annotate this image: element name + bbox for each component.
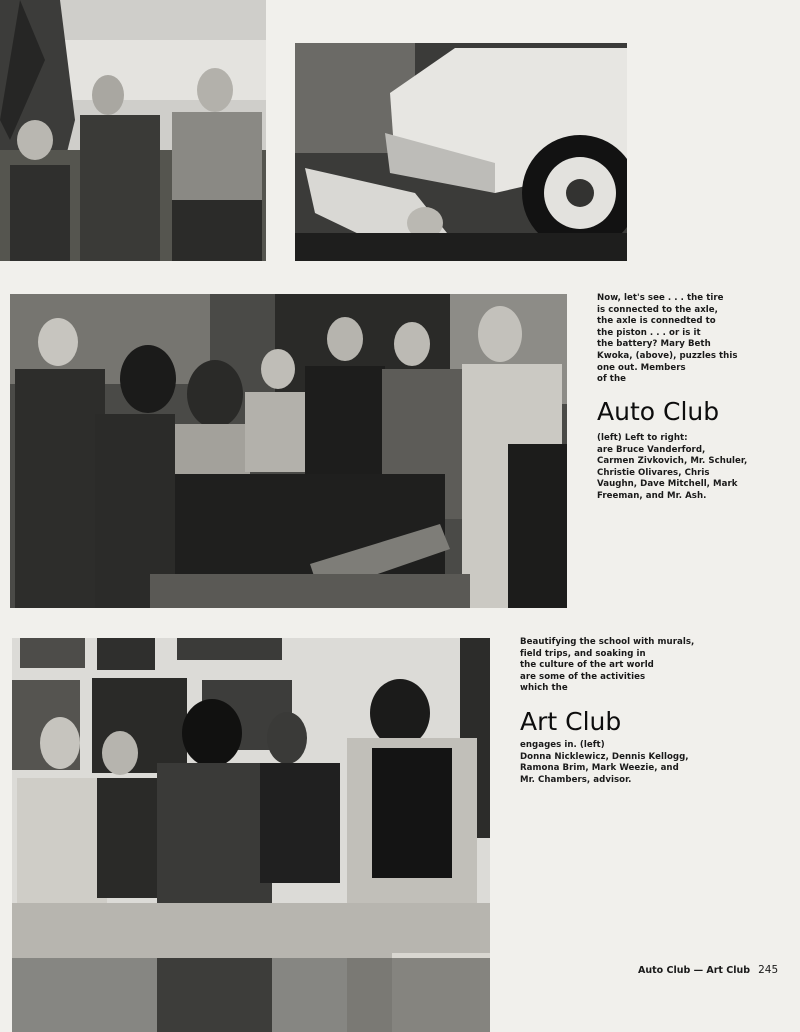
caption-line: are Bruce Vanderford,: [597, 444, 706, 455]
caption-line: Donna Nicklewicz, Dennis Kellogg,: [520, 751, 689, 762]
caption-line: Christie Olivares, Chris: [597, 467, 710, 478]
art-club-members-caption: [520, 740, 795, 786]
caption-line: of the: [597, 374, 626, 385]
caption-line: Now, let's see . . . the tire: [597, 293, 724, 303]
caption-line: Beautifying the school with murals,: [520, 637, 695, 647]
caption-line: which the: [520, 683, 568, 694]
caption-line: the axle is connedted to: [597, 316, 716, 327]
footer-section-title: Auto Club — Art Club: [638, 965, 751, 976]
auto-club-heading: Auto Club: [597, 397, 720, 426]
caption-line: Kwoka, (above), puzzles this: [597, 350, 738, 361]
caption-line: the culture of the art world: [520, 660, 654, 671]
caption-line: Vaughn, Dave Mitchell, Mark: [597, 479, 738, 490]
art-club-heading: Art Club: [520, 707, 622, 736]
caption-line: the piston . . . or is it: [597, 327, 701, 338]
caption-line: Carmen Zivkovich, Mr. Schuler,: [597, 456, 748, 467]
page-number: 245: [758, 964, 779, 976]
photo-under-car: [295, 43, 627, 261]
caption-line: the battery? Mary Beth: [597, 339, 711, 350]
caption-line: (left) Left to right:: [597, 433, 688, 443]
art-club-intro-caption: [520, 637, 795, 695]
photo-auto-club-group: [10, 294, 567, 608]
caption-line: Mr. Chambers, advisor.: [520, 774, 632, 785]
caption-line: Freeman, and Mr. Ash.: [597, 490, 707, 501]
page-footer: [638, 964, 778, 976]
caption-line: Ramona Brim, Mark Weezie, and: [520, 763, 679, 774]
caption-line: is connected to the axle,: [597, 304, 718, 315]
photo-art-club-group: [12, 638, 490, 1032]
caption-line: field trips, and soaking in: [520, 648, 646, 659]
caption-line: engages in. (left): [520, 740, 605, 750]
caption-line: one out. Members: [597, 362, 686, 373]
photo-students-outdoors: [0, 0, 266, 261]
auto-club-intro-caption: [597, 293, 797, 386]
auto-club-members-caption: [597, 433, 797, 503]
caption-line: are some of the activities: [520, 671, 646, 682]
